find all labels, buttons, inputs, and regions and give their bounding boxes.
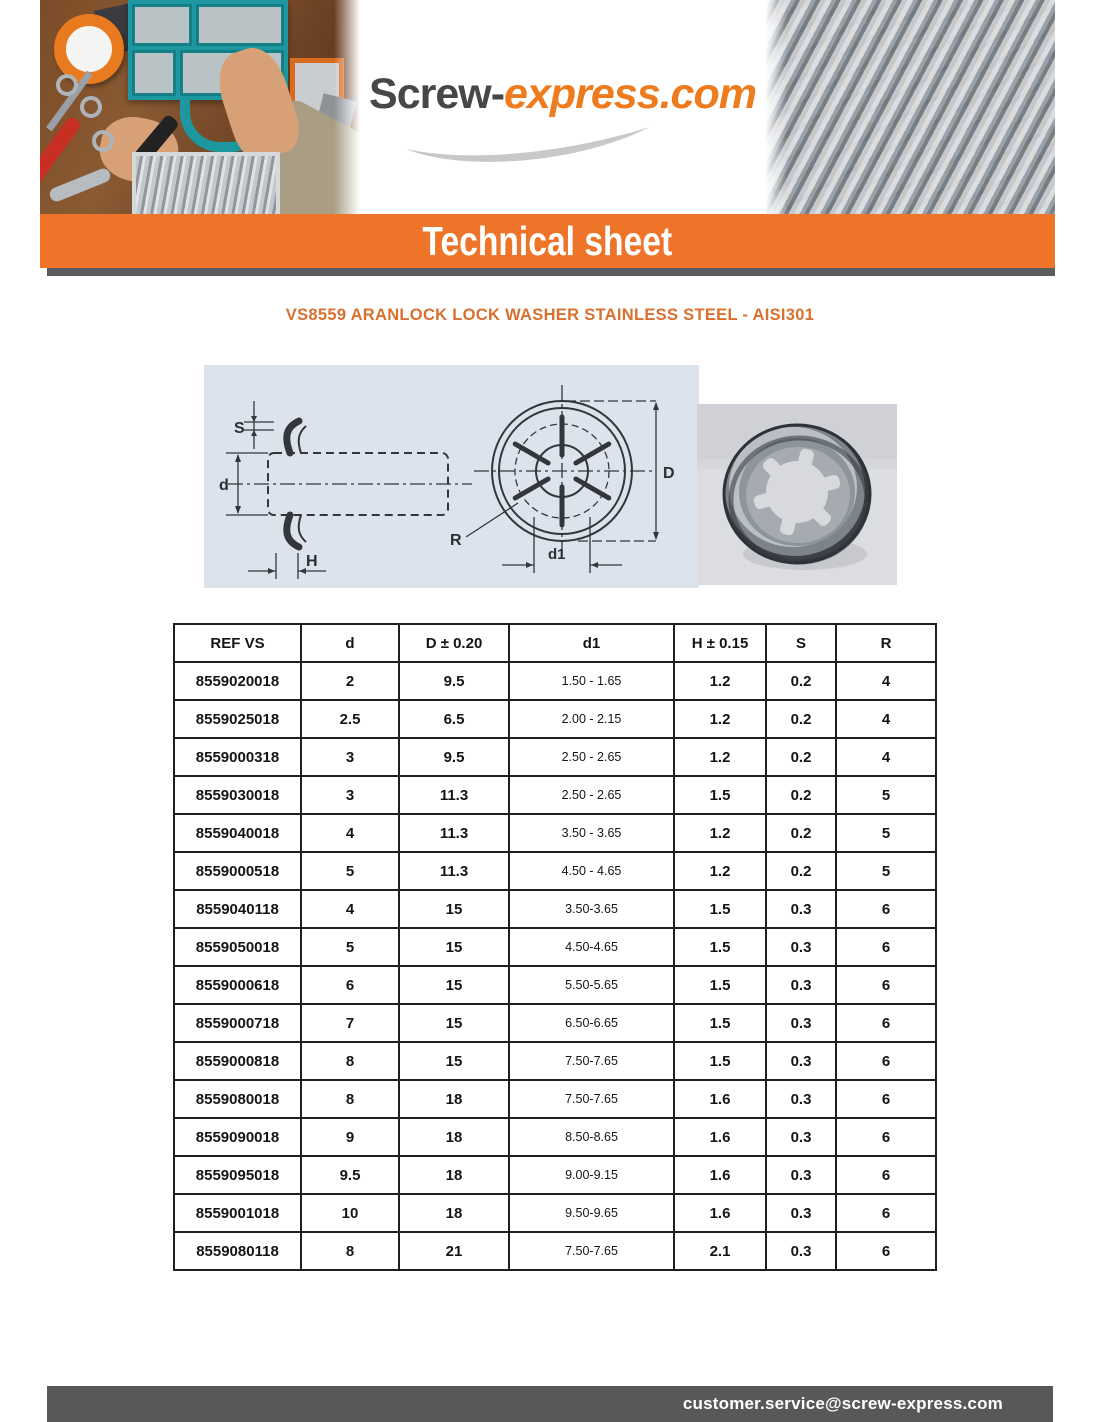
cell-d: 10: [301, 1194, 399, 1232]
cell-S: 0.2: [766, 738, 836, 776]
cell-H: 1.5: [674, 1004, 766, 1042]
col-header-d: d: [301, 624, 399, 662]
table-row: [174, 776, 936, 814]
cell-D: 9.5: [399, 662, 509, 700]
cell-D: 11.3: [399, 852, 509, 890]
cell-D: 9.5: [399, 738, 509, 776]
cell-S: 0.2: [766, 852, 836, 890]
cell-S: 0.3: [766, 890, 836, 928]
cell-ref: 8559020018: [174, 662, 301, 700]
table-row: [174, 852, 936, 890]
cell-ref: 8559025018: [174, 700, 301, 738]
cell-R: 5: [836, 776, 936, 814]
cell-d: 6: [301, 966, 399, 1004]
cell-R: 6: [836, 966, 936, 1004]
diagram-label-d1: d1: [548, 546, 566, 563]
cell-H: 1.2: [674, 852, 766, 890]
table-row: [174, 738, 936, 776]
cell-S: 0.3: [766, 1156, 836, 1194]
cell-D: 15: [399, 1042, 509, 1080]
cell-R: 4: [836, 738, 936, 776]
table-row: [174, 662, 936, 700]
table-row: [174, 1156, 936, 1194]
cell-d: 3: [301, 738, 399, 776]
table-row: [174, 1004, 936, 1042]
cell-d1: 2.50 - 2.65: [509, 776, 674, 814]
cell-S: 0.2: [766, 662, 836, 700]
table-row: [174, 928, 936, 966]
cell-D: 11.3: [399, 776, 509, 814]
cell-H: 1.2: [674, 814, 766, 852]
washer-photo: [697, 404, 897, 585]
table-row: [174, 1232, 936, 1270]
cell-ref: 8559040118: [174, 890, 301, 928]
cell-R: 6: [836, 1232, 936, 1270]
cell-d: 5: [301, 928, 399, 966]
cell-D: 15: [399, 966, 509, 1004]
cell-ref: 8559050018: [174, 928, 301, 966]
cell-d1: 4.50-4.65: [509, 928, 674, 966]
cell-H: 1.6: [674, 1118, 766, 1156]
banner-shadow-strip: [47, 268, 1055, 276]
cell-d1: 3.50 - 3.65: [509, 814, 674, 852]
cell-d: 8: [301, 1232, 399, 1270]
cell-H: 1.5: [674, 1042, 766, 1080]
cell-ref: 8559080018: [174, 1080, 301, 1118]
diagram-drawing: [204, 365, 699, 588]
cell-d1: 2.00 - 2.15: [509, 700, 674, 738]
col-header-D: D ± 0.20: [399, 624, 509, 662]
cell-D: 15: [399, 1004, 509, 1042]
diagram-label-h: H: [306, 553, 318, 570]
logo-text-suffix: express.com: [504, 70, 756, 118]
cell-R: 4: [836, 662, 936, 700]
cell-d: 2.5: [301, 700, 399, 738]
col-header-H: H ± 0.15: [674, 624, 766, 662]
workbench-photo: [40, 0, 360, 216]
cell-H: 1.6: [674, 1156, 766, 1194]
cell-ref: 8559000818: [174, 1042, 301, 1080]
table-row: [174, 966, 936, 1004]
cell-d: 9: [301, 1118, 399, 1156]
cell-d1: 2.50 - 2.65: [509, 738, 674, 776]
cell-d1: 8.50-8.65: [509, 1118, 674, 1156]
cell-R: 6: [836, 1194, 936, 1232]
cell-S: 0.3: [766, 1004, 836, 1042]
cell-ref: 8559090018: [174, 1118, 301, 1156]
wrench-shape: [48, 167, 113, 204]
cell-S: 0.2: [766, 814, 836, 852]
cell-d1: 9.50-9.65: [509, 1194, 674, 1232]
cell-D: 11.3: [399, 814, 509, 852]
cell-H: 1.5: [674, 966, 766, 1004]
banner-title: Technical sheet: [422, 217, 673, 264]
cell-ref: 8559001018: [174, 1194, 301, 1232]
cell-D: 18: [399, 1156, 509, 1194]
cell-H: 1.6: [674, 1080, 766, 1118]
cell-H: 1.5: [674, 928, 766, 966]
cell-R: 6: [836, 1118, 936, 1156]
cell-D: 6.5: [399, 700, 509, 738]
cell-ref: 8559030018: [174, 776, 301, 814]
cell-ref: 8559000518: [174, 852, 301, 890]
cell-R: 4: [836, 700, 936, 738]
logo-text: [369, 70, 756, 119]
cell-D: 18: [399, 1194, 509, 1232]
cell-R: 6: [836, 890, 936, 928]
cell-R: 6: [836, 1080, 936, 1118]
cell-d: 5: [301, 852, 399, 890]
cell-H: 1.6: [674, 1194, 766, 1232]
cell-ref: 8559000618: [174, 966, 301, 1004]
cell-R: 5: [836, 814, 936, 852]
table-row: [174, 1194, 936, 1232]
table-row: [174, 700, 936, 738]
contact-email[interactable]: customer.service@screw-express.com: [682, 1394, 1003, 1413]
cell-S: 0.2: [766, 700, 836, 738]
cell-ref: 8559000718: [174, 1004, 301, 1042]
cell-ref: 8559095018: [174, 1156, 301, 1194]
spec-table: [173, 623, 937, 1271]
cell-R: 6: [836, 1156, 936, 1194]
cell-S: 0.3: [766, 928, 836, 966]
cell-S: 0.3: [766, 1194, 836, 1232]
cell-ref: 8559040018: [174, 814, 301, 852]
banner: [40, 214, 1055, 268]
table-row: [174, 1080, 936, 1118]
washer-shape: [92, 130, 114, 152]
washer-image: [697, 404, 897, 585]
cell-d: 4: [301, 814, 399, 852]
technical-diagram: [204, 365, 699, 588]
screw-tray-shape: [132, 152, 280, 216]
cell-ref: 8559080118: [174, 1232, 301, 1270]
table-header-row: [174, 624, 936, 662]
cell-d: 8: [301, 1080, 399, 1118]
diagram-label-s: S: [234, 420, 245, 437]
col-header-ref: REF VS: [174, 624, 301, 662]
cell-d1: 4.50 - 4.65: [509, 852, 674, 890]
diagram-label-D: D: [663, 465, 675, 482]
diagram-label-r: R: [450, 532, 462, 549]
cell-d1: 9.00-9.15: [509, 1156, 674, 1194]
cell-d1: 7.50-7.65: [509, 1042, 674, 1080]
cell-R: 5: [836, 852, 936, 890]
cell-S: 0.3: [766, 966, 836, 1004]
cell-d1: 7.50-7.65: [509, 1232, 674, 1270]
washer-shape: [80, 96, 102, 118]
cell-H: 1.5: [674, 776, 766, 814]
cell-d1: 5.50-5.65: [509, 966, 674, 1004]
cell-d1: 7.50-7.65: [509, 1080, 674, 1118]
cell-H: 1.2: [674, 738, 766, 776]
cell-d: 3: [301, 776, 399, 814]
cell-d: 8: [301, 1042, 399, 1080]
logo-swoosh-icon: [398, 123, 658, 163]
cell-d: 2: [301, 662, 399, 700]
cell-D: 18: [399, 1118, 509, 1156]
cell-d: 7: [301, 1004, 399, 1042]
col-header-d1: d1: [509, 624, 674, 662]
cell-H: 2.1: [674, 1232, 766, 1270]
table-row: [174, 1042, 936, 1080]
cell-H: 1.2: [674, 662, 766, 700]
page-title: VS8559 ARANLOCK LOCK WASHER STAINLESS STEEL - AISI301: [285, 306, 815, 324]
diagram-label-d: d: [219, 477, 229, 494]
cell-H: 1.5: [674, 890, 766, 928]
cell-S: 0.3: [766, 1042, 836, 1080]
table-row: [174, 1118, 936, 1156]
table-row: [174, 814, 936, 852]
logo: [360, 0, 765, 216]
cell-H: 1.2: [674, 700, 766, 738]
cell-S: 0.3: [766, 1232, 836, 1270]
cell-S: 0.2: [766, 776, 836, 814]
cell-R: 6: [836, 928, 936, 966]
cell-S: 0.3: [766, 1080, 836, 1118]
cell-R: 6: [836, 1004, 936, 1042]
cell-D: 15: [399, 928, 509, 966]
washer-shape: [56, 74, 78, 96]
cell-d: 4: [301, 890, 399, 928]
cell-D: 21: [399, 1232, 509, 1270]
footer-bar: [47, 1386, 1053, 1422]
cell-d1: 3.50-3.65: [509, 890, 674, 928]
cell-d1: 1.50 - 1.65: [509, 662, 674, 700]
logo-text-prefix: Screw-: [369, 70, 505, 118]
cell-D: 18: [399, 1080, 509, 1118]
cell-S: 0.3: [766, 1118, 836, 1156]
col-header-R: R: [836, 624, 936, 662]
cell-D: 15: [399, 890, 509, 928]
cell-R: 6: [836, 1042, 936, 1080]
cell-d: 9.5: [301, 1156, 399, 1194]
cell-ref: 8559000318: [174, 738, 301, 776]
screws-photo: [765, 0, 1055, 216]
table-row: [174, 890, 936, 928]
col-header-S: S: [766, 624, 836, 662]
cell-d1: 6.50-6.65: [509, 1004, 674, 1042]
